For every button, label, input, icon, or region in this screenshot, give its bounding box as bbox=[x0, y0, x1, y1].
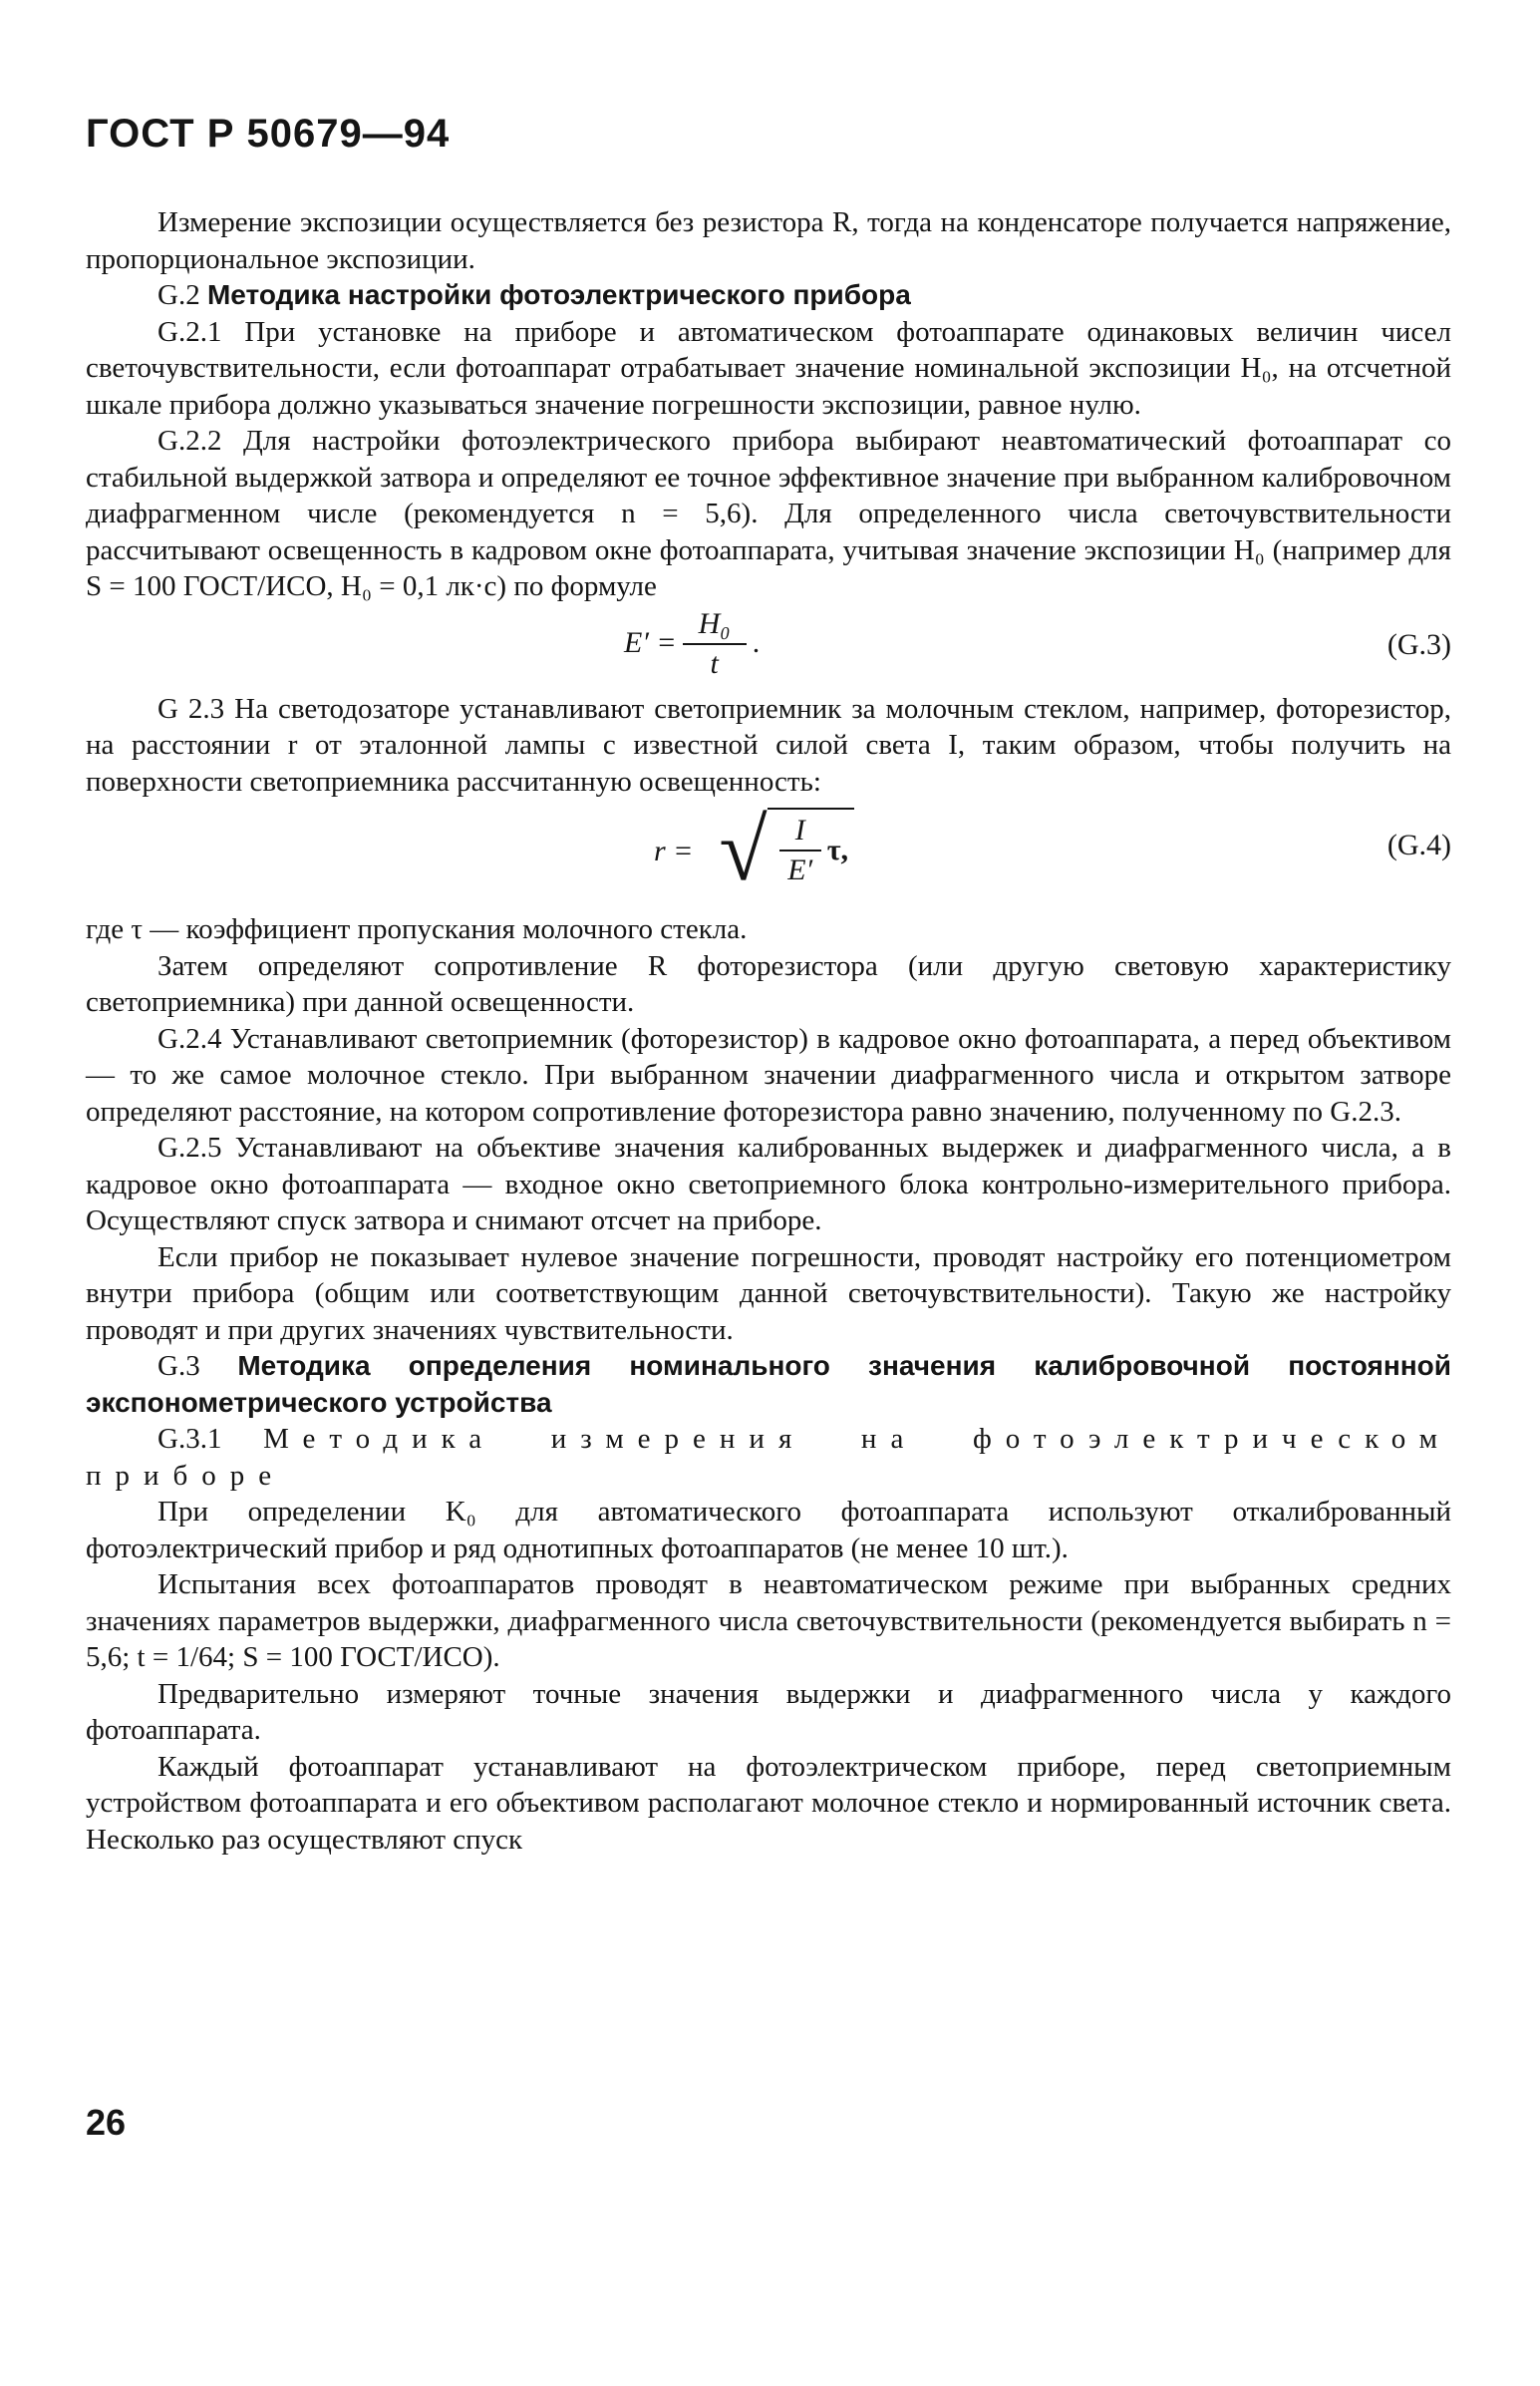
paragraph-each-camera: Каждый фотоаппарат устанавливают на фотоэлектрическом приборе, перед светоприемным устройством фотоаппарата и его объективом располагают молочное стекло и нормированный источник света. Несколько раз осуществляют спуск bbox=[86, 1750, 1451, 1856]
page-number: 26 bbox=[86, 2102, 127, 2143]
clause-g2-2: G.2.2 Для настройки фотоэлектрического прибора выбирают неавтоматический фотоаппарат со стабильной выдержкой затвора и определяют ее точное эффективное значение при выбранном калибровочном диафрагменном числе (рекомендуется n = 5,6). Для определенного числа светочувствительности рассчитывают освещенность в кадровом окне фотоаппарата, учитывая значение экспозиции H₀ (например для S = 100 ГОСТ/ИСО, H₀ = 0,1 лк·с) по формуле bbox=[86, 425, 1451, 602]
formula-g4 bbox=[86, 800, 1451, 911]
section-heading-g2 bbox=[86, 277, 1451, 314]
section-number: G.3 bbox=[157, 1350, 200, 1382]
subsection-heading-g3-1 bbox=[86, 1421, 1451, 1494]
clause-g2-1: G.2.1 При установке на приборе и автоматическом фотоаппарате одинаковых величин чисел светочувствительности, если фотоаппарат отрабатывает значение номинальной экспозиции H₀, на отсчетной шкале прибора должно указываться значение погрешности экспозиции, равное нулю. bbox=[86, 315, 1451, 421]
section-title: Методика настройки фотоэлектрического прибора bbox=[206, 279, 911, 310]
section-heading-g3 bbox=[86, 1348, 1451, 1421]
document-header: ГОСТ Р 50679—94 bbox=[86, 112, 451, 156]
formula-lhs: r = bbox=[654, 834, 694, 867]
paragraph-k0: При определении K₀ для автоматического фотоаппарата используют откалиброванный фотоэлектрический прибор и ряд однотипных фотоаппаратов (не менее 10 шт.). bbox=[86, 1496, 1451, 1564]
paragraph-where: где τ — коэффициент пропускания молочного стекла. bbox=[86, 913, 748, 945]
fraction bbox=[683, 605, 747, 683]
fraction-denominator: t bbox=[710, 646, 719, 680]
section-title: Методика определения номинального значения калибровочной постоянной экспонометрического устройства bbox=[86, 1350, 1451, 1418]
square-root-sign: √ bbox=[719, 803, 768, 899]
formula-number: (G.4) bbox=[1386, 829, 1451, 861]
paragraph-if-not-zero: Если прибор не показывает нулевое значение погрешности, проводят настройку его потенциометром внутри прибора (общим или соответствующим данной светочувствительности). Такую же настройку проводят и при других значениях чувствительности. bbox=[86, 1240, 1451, 1346]
formula-number: (G.3) bbox=[1386, 627, 1451, 661]
radicand bbox=[768, 808, 854, 889]
subsection-title: Методика измерения на фотоэлектрическом приборе bbox=[86, 1423, 1451, 1492]
fraction bbox=[779, 812, 821, 889]
formula-period: . bbox=[752, 626, 761, 660]
subsection-number: G.3.1 bbox=[157, 1423, 222, 1455]
fraction-denominator: E′ bbox=[787, 853, 813, 886]
section-number: G.2 bbox=[157, 279, 200, 311]
page-body bbox=[86, 204, 1451, 1858]
formula-lhs: E′ = bbox=[624, 626, 677, 660]
fraction-numerator: I bbox=[779, 812, 821, 852]
clause-g2-3: G 2.3 На светодозаторе устанавливают светоприемник за молочным стеклом, например, фоторезистор, на расстоянии r от эталонной лампы с известной силой света I, таким образом, чтобы получить на поверхности светоприемника рассчитанную освещенность: bbox=[86, 692, 1451, 798]
formula-g3 bbox=[86, 605, 1451, 691]
tau-symbol: τ, bbox=[826, 833, 849, 866]
paragraph-then: Затем определяют сопротивление R фоторезистора (или другую световую характеристику светоприемника) при данной освещенности. bbox=[86, 949, 1451, 1018]
clause-g2-5: G.2.5 Устанавливают на объективе значения калиброванных выдержек и диафрагменного числа, а в кадровое окно фотоаппарата — входное окно светоприемного блока контрольно-измерительного прибора. Осуществляют спуск затвора и снимают отсчет на приборе. bbox=[86, 1132, 1451, 1236]
fraction-numerator: H₀ bbox=[683, 605, 747, 645]
clause-g2-4: G.2.4 Устанавливают светоприемник (фоторезистор) в кадровое окно фотоаппарата, а перед объективом — то же самое молочное стекло. При выбранном значении диафрагменного числа и открытом затворе определяют расстояние, на котором сопротивление фоторезистора равно значению, полученному по G.2.3. bbox=[86, 1022, 1451, 1128]
paragraph-exposure-measurement: Измерение экспозиции осуществляется без резистора R, тогда на конденсаторе получается напряжение, пропорциональное экспозиции. bbox=[86, 206, 1451, 275]
paragraph-preliminary: Предварительно измеряют точные значения выдержки и диафрагменного числа у каждого фотоаппарата. bbox=[86, 1677, 1451, 1746]
paragraph-tests: Испытания всех фотоаппаратов проводят в неавтоматическом режиме при выбранных средних значениях параметров выдержки, диафрагменного числа светочувствительности (рекомендуется выбирать n = 5,6; t = 1/64; S = 100 ГОСТ/ИСО). bbox=[86, 1568, 1451, 1673]
